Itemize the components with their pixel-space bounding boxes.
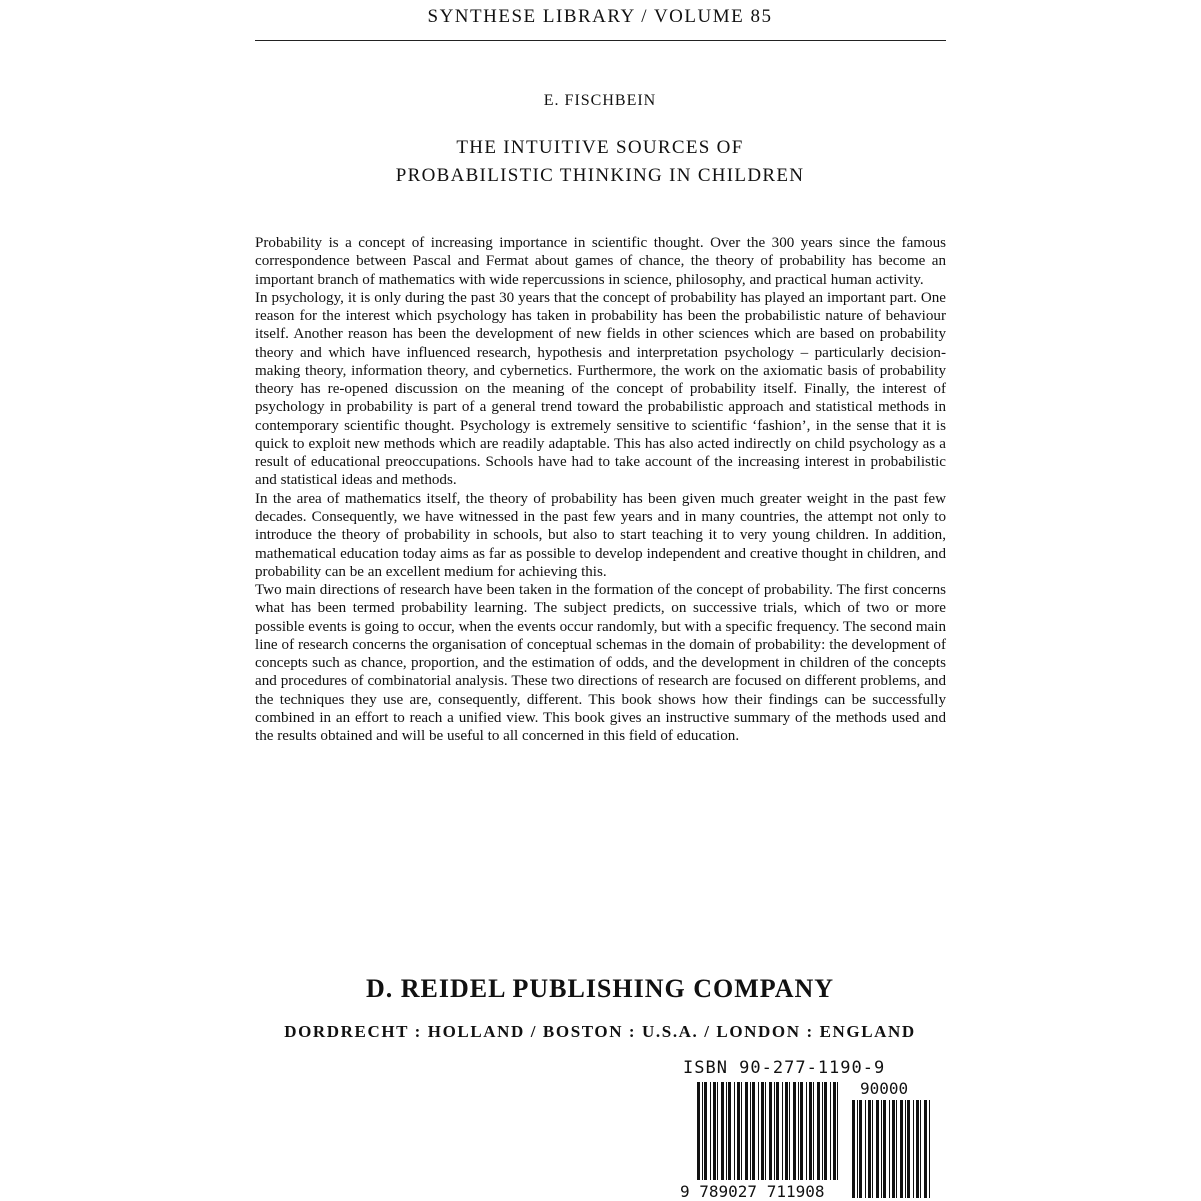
barcode-bar (713, 1082, 716, 1180)
blurb-text (255, 234, 946, 745)
book-title-line-2: PROBABILISTIC THINKING IN CHILDREN (395, 165, 805, 186)
barcode-bar (916, 1100, 919, 1198)
barcode-bar (883, 1100, 886, 1198)
barcode-bar (750, 1082, 751, 1180)
barcode-bar (817, 1082, 820, 1180)
blurb-paragraph-1: Probability is a concept of increasing importance in scientific thought. Over the 300 years since the famous correspondence between Pascal and Fermat about games of chance, the theory of probability has become an important branch of mathematics with wide repercussions in science, philosophy, and practical human activity. (255, 235, 946, 288)
barcode-bar (809, 1082, 812, 1180)
barcode-bar (789, 1082, 790, 1180)
barcode-bar (868, 1100, 871, 1198)
barcode-bar (913, 1100, 914, 1198)
barcode-bar (813, 1082, 814, 1180)
barcode-bar (824, 1082, 827, 1180)
barcode-bar (806, 1082, 807, 1180)
barcode-bar (774, 1082, 775, 1180)
barcode-bar (889, 1100, 890, 1198)
barcode-bar (865, 1100, 866, 1198)
barcode-bar (800, 1082, 803, 1180)
barcode-main-bars (697, 1082, 838, 1180)
barcode-bar (726, 1082, 727, 1180)
barcode-bar (704, 1082, 707, 1180)
barcode-bar (822, 1082, 823, 1180)
blurb-paragraph-2: In psychology, it is only during the past 30 years that the concept of probability has played an important part. One reason for the interest which psychology has taken in probability has been the probabilistic nature of behaviour itself. Another reason has been the development of new fields in other sciences which are based on probability theory and which have influenced research, hypothesis and interpretation psychology – particularly decision-making theory, information theory, and cybernetics. Furthermore, the work on the axiomatic basis of probability theory has re-opened discussion on the meaning of the concept of probability itself. Finally, the interest of psychology in probability is part of a general trend toward the probabilistic approach and statistical methods in contemporary scientific thought. Psychology is extremely sensitive to scientific ‘fashion’, in the sense that it is quick to exploit new methods which are readily adaptable. This has also acted indirectly on child psychology as a result of educational preoccupations. Schools have had to take account of the increasing interest in probabilistic and statistical ideas and methods. (255, 289, 946, 489)
publisher-name: D. REIDEL PUBLISHING COMPANY (365, 974, 835, 1003)
barcode-bar (717, 1082, 718, 1180)
author-name: E. FISCHBEIN (543, 92, 657, 109)
barcode-bar (785, 1082, 788, 1180)
header-rule (255, 40, 946, 41)
barcode-bar (728, 1082, 731, 1180)
barcode-bar (900, 1100, 903, 1198)
blurb-paragraph-4: Two main directions of research have been taken in the formation of the concept of probability. The first concerns what has been termed probability learning. The subject predicts, on successive trials, which of two or more possible events is going to occur, when the events occur randomly, but with a specific frequency. The second main line of research concerns the organisation of conceptual schemas in the domain of probability: the development of concepts such as chance, proportion, and the estimation of odds, and the development in children of the concepts and procedures of combinatorial analysis. These two directions of research are focused on different problems, and the techniques they use are, consequently, different. This book shows how their findings can be successfully combined in an effort to reach a unified view. This book gives an instructive summary of the methods used and the results obtained and will be useful to all concerned in this field of education. (255, 582, 946, 745)
barcode-bar (852, 1100, 855, 1198)
barcode-bar (769, 1082, 772, 1180)
barcode-bar (920, 1100, 921, 1198)
barcode-main-digits: 9 789027 711908 (680, 1182, 825, 1201)
series-title: SYNTHESE LIBRARY / VOLUME 85 (427, 6, 773, 27)
barcode-bar (857, 1100, 858, 1198)
barcode-bar (830, 1082, 831, 1180)
barcode-bar (892, 1100, 895, 1198)
barcode-bar (798, 1082, 799, 1180)
barcode-bar (833, 1082, 836, 1180)
barcode-addon-digits: 90000 (860, 1079, 909, 1098)
barcode-bar (737, 1082, 740, 1180)
book-title (255, 134, 945, 190)
barcode-bar (929, 1100, 930, 1198)
barcode-bar (896, 1100, 897, 1198)
barcode-bar (752, 1082, 755, 1180)
barcode-bar (924, 1100, 927, 1198)
barcode-bar (793, 1082, 796, 1180)
barcode-bar (758, 1082, 759, 1180)
publisher-cities: DORDRECHT : HOLLAND / BOSTON : U.S.A. / LONDON : ENGLAND (284, 1022, 916, 1041)
barcode-bar (697, 1082, 700, 1180)
barcode-bar (782, 1082, 783, 1180)
isbn-label: ISBN 90-277-1190-9 (683, 1058, 886, 1078)
barcode-bar (907, 1100, 910, 1198)
barcode-addon-bars (852, 1100, 930, 1198)
barcode-bar (734, 1082, 735, 1180)
barcode-bar (741, 1082, 742, 1180)
barcode-bar (761, 1082, 764, 1180)
book-title-line-1: THE INTUITIVE SOURCES OF (456, 137, 744, 158)
barcode-bar (710, 1082, 711, 1180)
barcode-bar (905, 1100, 906, 1198)
barcode-bar (745, 1082, 748, 1180)
barcode-bar (859, 1100, 862, 1198)
barcode-bar (702, 1082, 703, 1180)
barcode-bar (721, 1082, 724, 1180)
barcode-bar (872, 1100, 873, 1198)
blurb-paragraph-3: In the area of mathematics itself, the theory of probability has been given much greater weight in the past few decades. Consequently, we have witnessed in the past few years and in many countries, the attempt not only to introduce the theory of probability in schools, but also to start teaching it to very young children. In addition, mathematical education today aims as far as possible to develop independent and creative thought in children, and probability can be an excellent medium for achieving this. (255, 490, 946, 580)
barcode-bar (837, 1082, 838, 1180)
barcode-bar (776, 1082, 779, 1180)
barcode-bar (765, 1082, 766, 1180)
barcode-bar (881, 1100, 882, 1198)
barcode-bar (876, 1100, 879, 1198)
